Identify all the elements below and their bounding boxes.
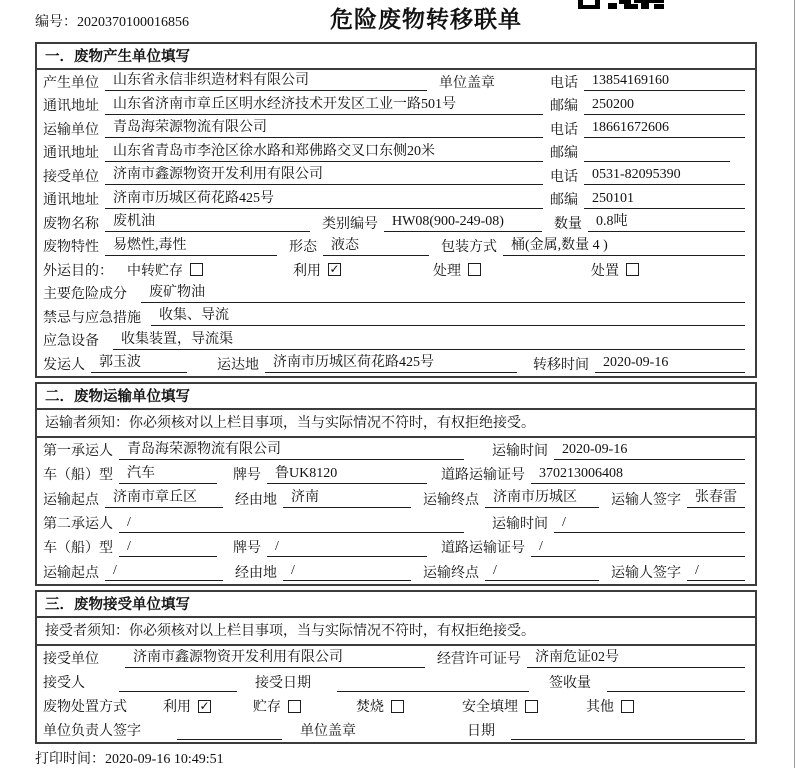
- page-edge-divider: [794, 0, 795, 768]
- accept-unit-label: 接受单位: [43, 652, 99, 667]
- quantity-value: 0.8吨: [588, 213, 745, 232]
- serial-number-value: 2020370100016856: [77, 15, 189, 30]
- receiver-seal-label: 单位盖章: [300, 724, 356, 739]
- row-disposal-method: [37, 694, 755, 718]
- transport-phone-group: [550, 119, 745, 139]
- transport-time2-label: 运输时间: [492, 517, 548, 533]
- disposal-option-use: [163, 696, 211, 716]
- plate-number2-label: 牌号: [233, 541, 261, 557]
- receiver-zip-group: [550, 189, 745, 209]
- sign-date-value: [511, 721, 745, 740]
- category-code-label: 类别编号: [322, 216, 378, 232]
- transfer-purpose-label: 外运目的：: [43, 263, 113, 279]
- transport-zip-group: [550, 142, 745, 162]
- origin2-value: /: [105, 562, 223, 581]
- origin1-label: 运输起点: [43, 492, 99, 508]
- plate-number1-value: 鲁UK8120: [267, 465, 427, 484]
- row-emergency-equipment: [37, 329, 755, 353]
- emergency-equipment-value: 收集装置，导流渠: [113, 331, 745, 350]
- qr-code-icon: [578, 0, 666, 9]
- row-receiver-address: [37, 188, 755, 212]
- disposal-storage-checkbox: [288, 700, 301, 713]
- accept-date-value: [337, 673, 529, 692]
- purpose-option-treat-label: 处理: [433, 263, 461, 279]
- receiver-address-value: 济南市历城区荷花路425号: [105, 190, 543, 209]
- producer-phone-value: 13854169160: [584, 72, 745, 91]
- disposal-option-landfill-label: 安全填埋: [462, 700, 518, 715]
- print-time: [35, 748, 224, 768]
- emergency-equipment-label: 应急设备: [43, 334, 99, 350]
- responsible-sign-label: 单位负责人签字: [43, 724, 141, 739]
- section-transporter-title: 二．废物运输单位填写: [37, 384, 755, 410]
- vehicle-type1-value: 汽车: [119, 465, 217, 484]
- purpose-option-dispose: [591, 260, 639, 280]
- row-accept-person: [37, 670, 755, 694]
- producer-unit-value: 山东省永信非织造材料有限公司: [105, 72, 427, 91]
- transport-time2-value: /: [554, 514, 745, 533]
- packing-label: 包装方式: [441, 240, 497, 256]
- second-carrier-label: 第二承运人: [43, 517, 113, 533]
- row-accept-unit: [37, 646, 755, 670]
- destination-value: 济南市历城区荷花路425号: [265, 354, 517, 373]
- category-code-value: HW08(900-249-08): [384, 213, 542, 232]
- accept-unit-value: 济南市鑫源物资开发利用有限公司: [125, 649, 425, 668]
- vehicle-type2-value: /: [119, 538, 217, 557]
- origin1-value: 济南市章丘区: [105, 489, 223, 508]
- purpose-option-storage: [127, 260, 203, 280]
- disposal-incinerate-checkbox: [391, 700, 404, 713]
- receiver-unit-label: 接受单位: [43, 169, 99, 185]
- transfer-time-label: 转移时间: [533, 357, 589, 373]
- vehicle-type1-label: 车（船）型: [43, 468, 113, 484]
- unit-seal-label: 单位盖章: [439, 75, 495, 91]
- endpoint2-value: /: [485, 562, 599, 581]
- print-time-value: 2020-09-16 10:49:51: [105, 752, 224, 767]
- destination-label: 运达地: [217, 357, 259, 373]
- disposal-option-incinerate: [356, 696, 404, 716]
- packing-value: 桶(金属,数量 4 ): [503, 237, 745, 256]
- plate-number2-value: /: [267, 538, 427, 557]
- row-hazard-component: [37, 282, 755, 306]
- serial-number-label: 编号：: [35, 15, 77, 30]
- transport-time1-label: 运输时间: [492, 444, 548, 460]
- receiver-zip-value: 250101: [584, 190, 745, 209]
- receiver-phone-label: 电话: [550, 169, 578, 185]
- accept-date-label: 接受日期: [255, 676, 311, 691]
- accept-person-label: 接受人: [43, 676, 85, 691]
- row-vehicle2: [37, 535, 755, 559]
- carrier-sign1-value: 张春雷: [687, 489, 745, 508]
- producer-address-value: 山东省济南市章丘区明水经济技术开发区工业一路501号: [105, 96, 543, 115]
- row-transfer-purpose: [37, 258, 755, 282]
- disposal-option-use-label: 利用: [163, 700, 191, 715]
- waste-form-label: 形态: [289, 240, 317, 256]
- disposal-use-checkbox: [198, 700, 211, 713]
- disposal-method-label: 废物处置方式: [43, 700, 127, 715]
- waste-trait-label: 废物特性: [43, 240, 99, 256]
- shipper-label: 发运人: [43, 357, 85, 373]
- via2-label: 经由地: [235, 565, 277, 581]
- purpose-treat-checkbox: [468, 263, 481, 276]
- purpose-dispose-checkbox: [626, 263, 639, 276]
- disposal-landfill-checkbox: [525, 700, 538, 713]
- disposal-option-landfill: [462, 696, 538, 716]
- row-transport-address: [37, 141, 755, 165]
- transport-phone-value: 18661672606: [584, 119, 745, 138]
- carrier-sign2-value: /: [687, 562, 745, 581]
- transport-zip-value: [584, 143, 730, 162]
- row-responsible-sign: [37, 718, 755, 742]
- waste-name-value: 废机油: [105, 213, 310, 232]
- producer-phone-group: [550, 72, 745, 92]
- transport-unit-label: 运输单位: [43, 122, 99, 138]
- disposal-option-incinerate-label: 焚烧: [356, 700, 384, 715]
- via2-value: /: [283, 562, 411, 581]
- row-producer-address: [37, 94, 755, 118]
- endpoint1-label: 运输终点: [423, 492, 479, 508]
- vehicle-type2-label: 车（船）型: [43, 541, 113, 557]
- purpose-option-use: [293, 260, 341, 280]
- purpose-option-use-label: 利用: [293, 263, 321, 279]
- purpose-option-dispose-label: 处置: [591, 263, 619, 279]
- disposal-option-other: [586, 696, 634, 716]
- producer-address-label: 通讯地址: [43, 99, 99, 115]
- producer-unit-label: 产生单位: [43, 75, 99, 91]
- section-producer: [35, 42, 757, 378]
- road-permit2-value: /: [531, 538, 745, 557]
- transport-address-value: 山东省青岛市李沧区徐水路和郑佛路交叉口东侧20米: [105, 143, 543, 162]
- plate-number1-label: 牌号: [233, 468, 261, 484]
- disposal-use-checkmark: ✓: [199, 698, 210, 713]
- disposal-other-checkbox: [621, 700, 634, 713]
- road-permit1-value: 370213006408: [531, 465, 745, 484]
- producer-zip-group: [550, 95, 745, 115]
- serial-number: [35, 11, 189, 31]
- taboo-measures-value: 收集、导流: [151, 307, 745, 326]
- business-permit-value: 济南危证02号: [527, 649, 745, 668]
- transport-time1-value: 2020-09-16: [554, 441, 745, 460]
- producer-zip-label: 邮编: [550, 99, 578, 115]
- row-shipper: [37, 352, 755, 376]
- disposal-option-storage: [253, 696, 301, 716]
- signed-amount-label: 签收量: [549, 676, 591, 691]
- purpose-option-treat: [433, 260, 481, 280]
- purpose-use-checkmark: ✓: [329, 262, 340, 277]
- transfer-time-value: 2020-09-16: [595, 354, 745, 373]
- purpose-option-storage-label: 中转贮存: [127, 263, 183, 279]
- carrier-sign1-label: 运输人签字: [611, 492, 681, 508]
- waste-form-value: 液态: [323, 237, 429, 256]
- shipper-value: 郭玉波: [91, 354, 187, 373]
- disposal-option-other-label: 其他: [586, 700, 614, 715]
- page-title: 危险废物转移联单: [330, 7, 522, 32]
- row-receiver-unit: [37, 164, 755, 188]
- disposal-option-storage-label: 贮存: [253, 700, 281, 715]
- row-route2: [37, 559, 755, 583]
- row-second-carrier: [37, 511, 755, 535]
- responsible-sign-value: [177, 721, 282, 740]
- signed-amount-value: [607, 673, 745, 692]
- section-transporter: [35, 382, 757, 586]
- print-time-label: 打印时间：: [35, 752, 105, 767]
- waste-name-label: 废物名称: [43, 216, 99, 232]
- row-taboo-measures: [37, 305, 755, 329]
- accept-person-value: [119, 673, 237, 692]
- first-carrier-label: 第一承运人: [43, 444, 113, 460]
- receiver-unit-value: 济南市鑫源物资开发利用有限公司: [105, 166, 543, 185]
- section-receiver: [35, 590, 757, 744]
- section-receiver-title: 三．废物接受单位填写: [37, 592, 755, 618]
- purpose-storage-checkbox: [190, 263, 203, 276]
- section-producer-title: 一．废物产生单位填写: [37, 44, 755, 70]
- producer-zip-value: 250200: [584, 96, 745, 115]
- taboo-measures-label: 禁忌与应急措施: [43, 310, 141, 326]
- row-first-carrier: [37, 438, 755, 462]
- receiver-zip-label: 邮编: [550, 193, 578, 209]
- sign-date-label: 日期: [467, 724, 495, 739]
- endpoint2-label: 运输终点: [423, 565, 479, 581]
- first-carrier-value: 青岛海荣源物流有限公司: [119, 441, 464, 460]
- transport-address-label: 通讯地址: [43, 146, 99, 162]
- producer-phone-label: 电话: [550, 75, 578, 91]
- row-producer-unit: [37, 70, 755, 94]
- row-vehicle1: [37, 462, 755, 486]
- origin2-label: 运输起点: [43, 565, 99, 581]
- row-waste-trait: [37, 235, 755, 259]
- receiver-phone-value: 0531-82095390: [584, 166, 745, 185]
- endpoint1-value: 济南市历城区: [485, 489, 599, 508]
- transporter-notice: 运输者须知：你必须核对以上栏目事项，当与实际情况不符时，有权拒绝接受。: [37, 410, 755, 438]
- transport-zip-label: 邮编: [550, 146, 578, 162]
- road-permit2-label: 道路运输证号: [441, 541, 525, 557]
- road-permit1-label: 道路运输证号: [441, 468, 525, 484]
- row-transport-unit: [37, 117, 755, 141]
- receiver-phone-group: [550, 166, 745, 186]
- purpose-use-checkbox: [328, 263, 341, 276]
- row-waste-name: [37, 211, 755, 235]
- via1-label: 经由地: [235, 492, 277, 508]
- transport-unit-value: 青岛海荣源物流有限公司: [105, 119, 543, 138]
- business-permit-label: 经营许可证号: [437, 652, 521, 667]
- second-carrier-value: /: [119, 514, 464, 533]
- waste-trait-value: 易燃性,毒性: [105, 237, 277, 256]
- via1-value: 济南: [283, 489, 411, 508]
- receiver-address-label: 通讯地址: [43, 193, 99, 209]
- hazard-component-value: 废矿物油: [141, 284, 745, 303]
- carrier-sign2-label: 运输人签字: [611, 565, 681, 581]
- quantity-label: 数量: [554, 216, 582, 232]
- receiver-notice: 接受者须知：你必须核对以上栏目事项，当与实际情况不符时，有权拒绝接受。: [37, 618, 755, 646]
- transport-phone-label: 电话: [550, 122, 578, 138]
- row-route1: [37, 487, 755, 511]
- hazard-component-label: 主要危险成分: [43, 287, 127, 303]
